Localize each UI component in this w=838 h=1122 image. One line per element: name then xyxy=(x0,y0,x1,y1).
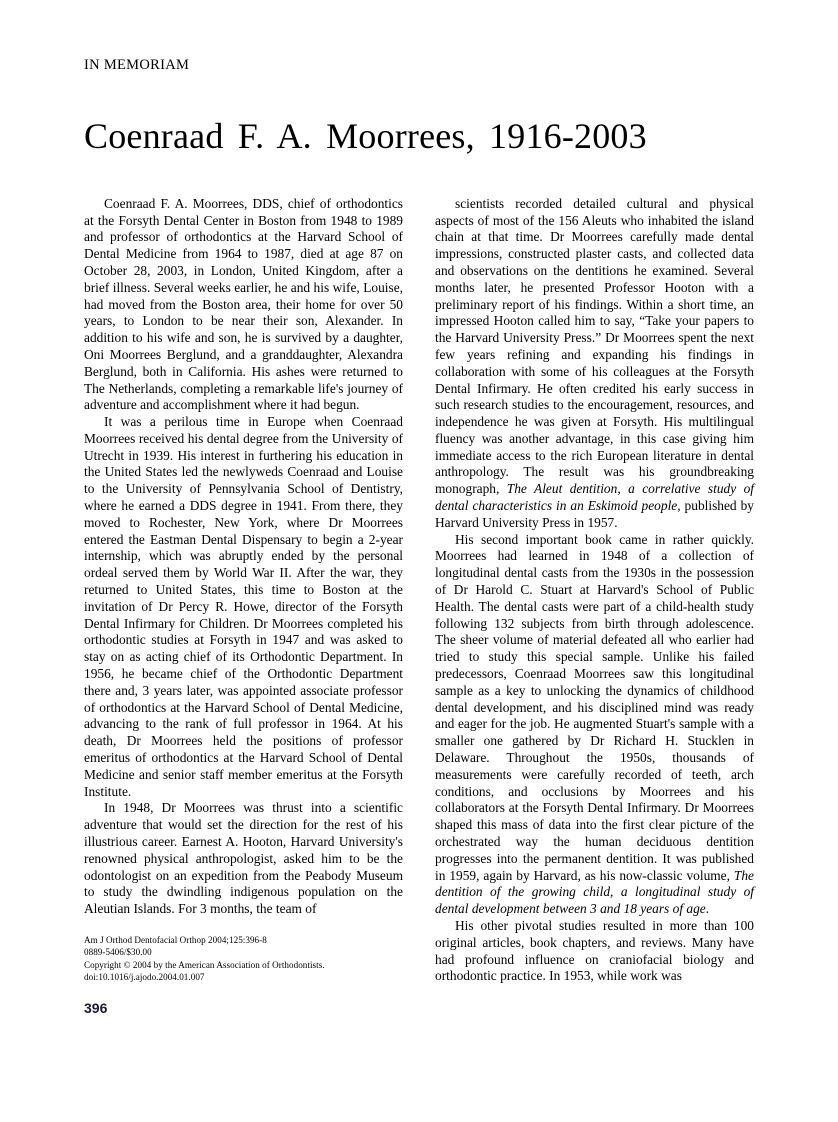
paragraph xyxy=(435,918,754,985)
right-column-paragraphs xyxy=(435,196,754,985)
paragraph xyxy=(435,532,754,918)
footnote-issn-price: 0889-5406/$30.00 xyxy=(84,947,152,958)
page-number: 396 xyxy=(84,999,108,1016)
footnote-block xyxy=(84,934,403,984)
section-kicker: IN MEMORIAM xyxy=(84,57,190,73)
text-run: . xyxy=(705,901,710,917)
left-column-paragraphs xyxy=(84,196,403,918)
page-title: Coenraad F. A. Moorrees, 1916-2003 xyxy=(84,115,647,156)
text-run: His second important book came in rather quickly. Moorrees had learned in 1948 of a collection of longitudinal dental casts from the 1930s in the possession of Dr Harold C. Stuart at Harvard's School of Public Health. The dental casts were part of a child-health study following 132 subjects from birth through adolescence. The sheer volume of material defeated all who earlier had tried to study this special sample. Unlike his failed predecessors, Coenraad Moorrees saw this longitudinal sample as a key to unlocking the dynamics of childhood dental development, and his disciplined mind was ready and eager for the job. He augmented Stuart's sample with a smaller one gathered by Dr Richard H. Stucklen in Delaware. Throughout the 1950s, thousands of measurements were carefully recorded of teeth, arch conditions, and occlusions by Moorrees and his collaborators at the Forsyth Dental Infirmary. Dr Moorrees shaped this mass of data into the first clear picture of the orchestrated way the human deciduous dentition progresses into the permanent dentition. It was published in 1959, again by Harvard, as his now-classic volume, xyxy=(435,531,754,883)
book-title-italic: The Aleut dentition, a correlative study of dental characteristics in an Eskimoid people xyxy=(435,481,754,514)
paragraph: In 1948, Dr Moorrees was thrust into a scientific adventure that would set the direction for the rest of his illustrious career. Earnest A. Hooton, Harvard University's renowned physical anthropologist, asked him to be the odontologist on an expedition from the Peabody Museum to study the dwindling indigenous population on the Aleutian Islands. For 3 months, the team of xyxy=(84,800,403,917)
footnote-doi: doi:10.1016/j.ajodo.2004.01.007 xyxy=(84,972,205,983)
page-content xyxy=(84,0,754,1016)
left-column xyxy=(84,196,403,1016)
paragraph xyxy=(435,196,754,532)
paragraph: It was a perilous time in Europe when Coenraad Moorrees received his dental degree from the University of Utrecht in 1939. His interest in furthering his education in the United States led the newlyweds Coenraad and Louise to the University of Pennsylvania School of Dentistry, where he earned a DDS degree in 1941. From there, they moved to Rochester, New York, where Dr Moorrees entered the Eastman Dental Dispensary to begin a 2-year internship, which was abruptly ended by the personal ordeal served them by World War II. After the war, they returned to United States, this time to Boston at the invitation of Dr Percy R. Howe, director of the Forsyth Dental Infirmary for Children. Dr Moorrees completed his orthodontic studies at Forsyth in 1947 and was asked to stay on as acting chief of its Orthodontic Department. In 1956, he became chief of the Orthodontic Department there and, 3 years later, was appointed associate professor of orthodontics at the Harvard School of Dental Medicine, advancing to the rank of full professor in 1964. At his death, Dr Moorrees held the positions of professor emeritus of orthodontics at the Harvard School of Dental Medicine and senior staff member emeritus at the Forsyth Institute. xyxy=(84,414,403,799)
footnote-citation: Am J Orthod Dentofacial Orthop 2004;125:396-8 xyxy=(84,935,267,945)
book-title-italic: The dentition of the growing child, a longitudinal study of dental development between 3 and 18 years of age xyxy=(435,867,754,917)
text-run: His other pivotal studies resulted in more than 100 original articles, book chapters, and reviews. Many have had profound influence on craniofacial biology and orthodontic practice. In 1953, while work was xyxy=(435,918,754,984)
text-run: scientists recorded detailed cultural and physical aspects of most of the 156 Aleuts who inhabited the island chain at that time. Dr Moorrees carefully made dental impressions, constructed plaster casts, and collected data and observations on the dentitions he examined. Several months later, he presented Professor Hooton with a preliminary report of his findings. Within a short time, an impressed Hooton called him to say, “Take your papers to the Harvard University Press.” Dr Moorrees spent the next few years refining and expanding his findings in collaboration with some of his colleagues at the Forsyth Dental Infirmary. He often credited his early success in such research studies to the encouragement, resources, and independence he was given at Forsyth. His multilingual fluency was another advantage, in this case giving him immediate access to the rich European literature in dental anthropology. The result was his groundbreaking monograph, xyxy=(435,195,754,497)
footnote-copyright: Copyright © 2004 by the American Association of Orthodontists. xyxy=(84,959,325,970)
text-run: , published by Harvard University Press in 1957. xyxy=(435,498,754,530)
right-column xyxy=(435,196,754,985)
two-column-body xyxy=(84,196,754,1016)
paragraph: Coenraad F. A. Moorrees, DDS, chief of orthodontics at the Forsyth Dental Center in Boston from 1948 to 1989 and professor of orthodontics at the Harvard School of Dental Medicine from 1964 to 1987, died at age 87 on October 28, 2003, in London, United Kingdom, after a brief illness. Several weeks earlier, he and his wife, Louise, had moved from the Boston area, their home for over 50 years, to London to be near their son, Alexander. In addition to his wife and son, he is survived by a daughter, Oni Moorrees Berglund, and a granddaughter, Alexandra Berglund, both in California. His ashes were returned to The Netherlands, completing a remarkable life's journey of adventure and accomplishment where it had begun. xyxy=(84,195,403,413)
